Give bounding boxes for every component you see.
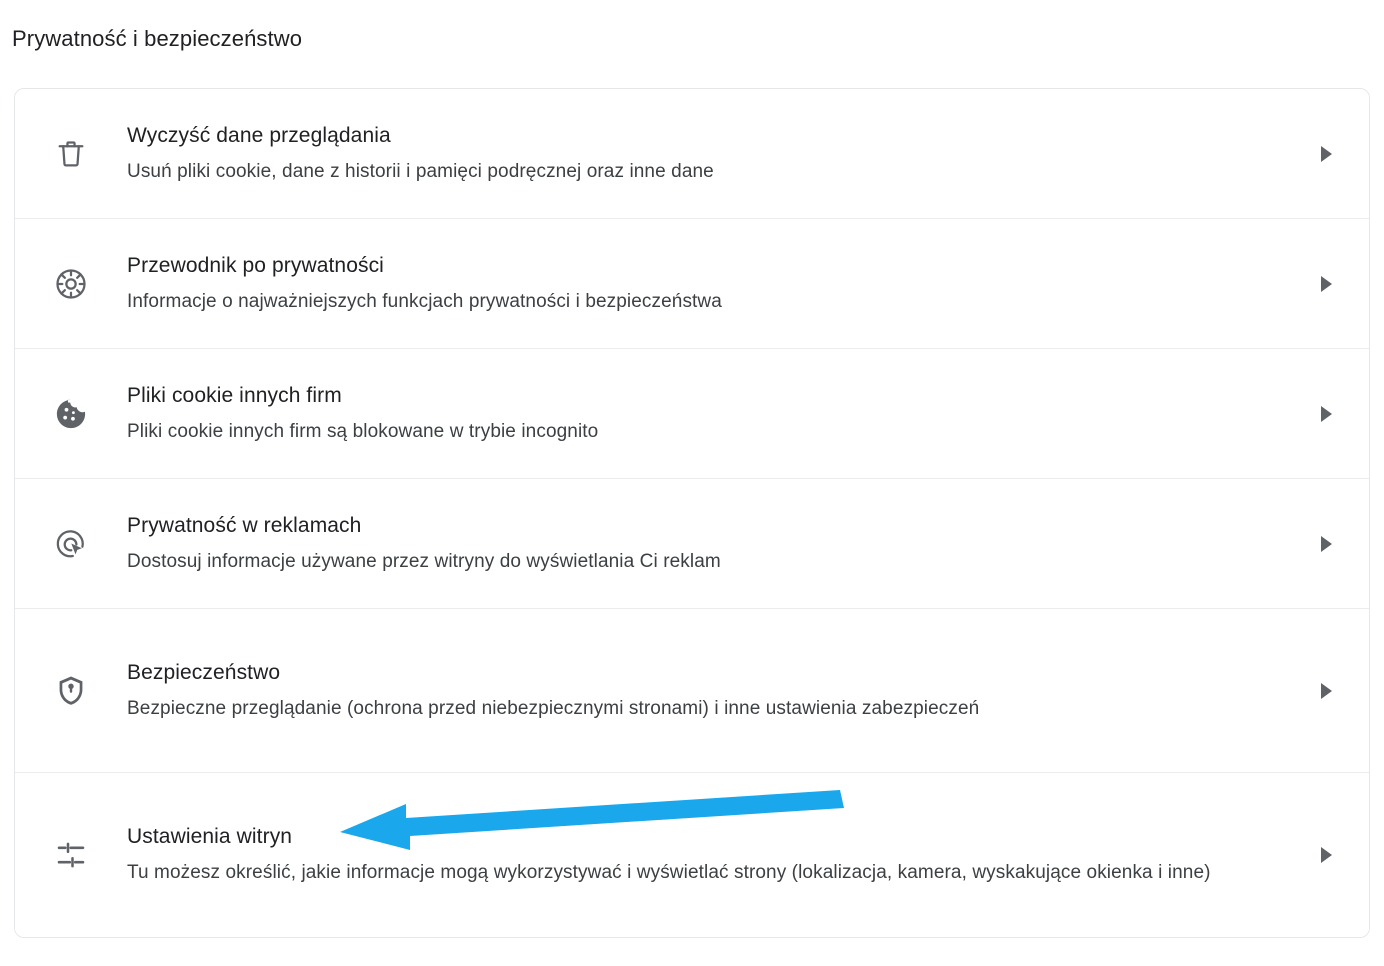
settings-row-text [127,251,1283,317]
row-title: Przewodnik po prywatności [127,253,384,277]
row-subtitle: Informacje o najważniejszych funkcjach prywatności i bezpieczeństwa [127,290,722,312]
row-title: Wyczyść dane przeglądania [127,123,391,147]
row-subtitle: Bezpieczne przeglądanie (ochrona przed niebezpiecznymi stronami) i inne ustawienia zabezpieczeń [127,697,980,719]
settings-row-third-party-cookies[interactable] [15,349,1369,479]
settings-row-privacy-guide[interactable] [15,219,1369,349]
settings-row-site-settings[interactable] [15,773,1369,937]
chevron-right-icon[interactable] [1283,406,1369,422]
settings-row-clear-browsing-data[interactable] [15,89,1369,219]
chevron-right-icon[interactable] [1283,847,1369,863]
row-subtitle: Dostosuj informacje używane przez witryny do wyświetlania Ci reklam [127,550,721,572]
row-subtitle: Tu możesz określić, jakie informacje mogą wykorzystywać i wyświetlać strony (lokalizacja, kamera, wyskakujące okienka i inne) [127,862,1211,883]
sliders-icon [15,837,127,873]
cookie-icon [15,396,127,432]
settings-row-ad-privacy[interactable] [15,479,1369,609]
row-subtitle: Usuń pliki cookie, dane z historii i pamięci podręcznej oraz inne dane [127,160,714,182]
row-title: Pliki cookie innych firm [127,383,342,407]
settings-row-security[interactable] [15,609,1369,773]
row-title: Prywatność w reklamach [127,513,362,537]
row-subtitle: Pliki cookie innych firm są blokowane w trybie incognito [127,420,599,442]
settings-row-text [127,381,1283,447]
chevron-right-icon[interactable] [1283,276,1369,292]
settings-row-text [127,121,1283,187]
chevron-right-icon[interactable] [1283,683,1369,699]
settings-row-text [127,822,1283,888]
settings-row-text [127,658,1283,724]
chevron-right-icon[interactable] [1283,146,1369,162]
privacy-guide-icon [15,266,127,302]
row-title: Ustawienia witryn [127,825,293,848]
chevron-right-icon[interactable] [1283,536,1369,552]
privacy-settings-card [14,88,1370,938]
ad-privacy-icon [15,526,127,562]
trash-icon [15,137,127,171]
page-title: Prywatność i bezpieczeństwo [12,26,303,51]
row-title: Bezpieczeństwo [127,660,281,684]
settings-row-text [127,511,1283,577]
shield-icon [15,673,127,709]
